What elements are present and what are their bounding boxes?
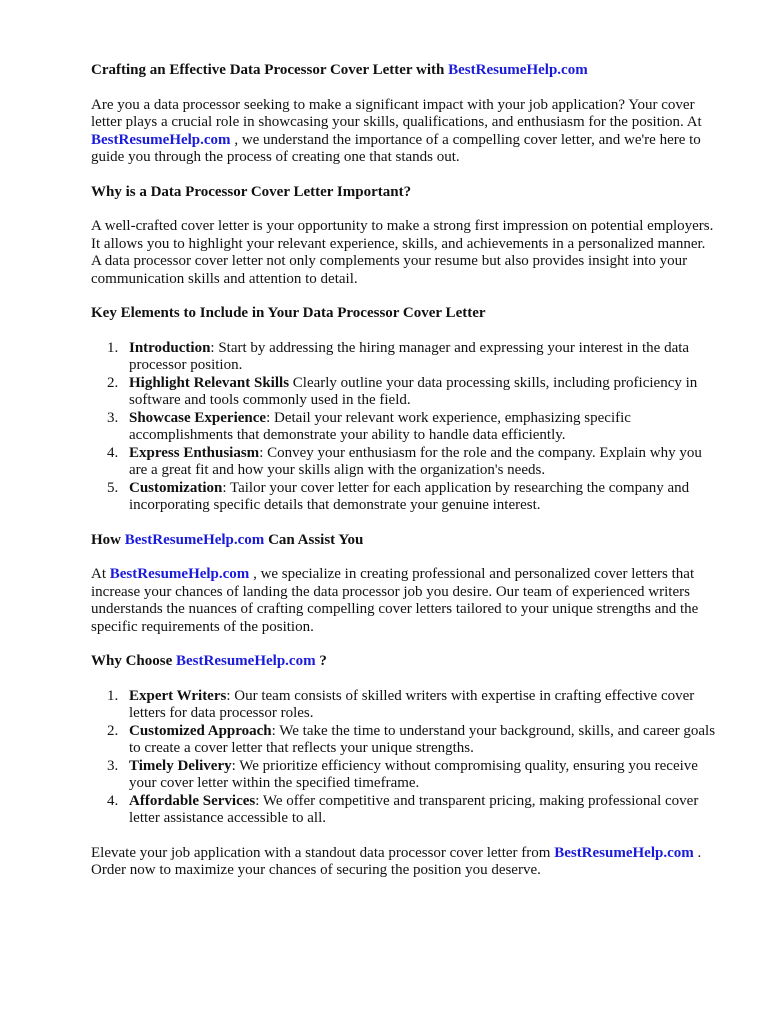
elements-heading: Key Elements to Include in Your Data Processor Cover Letter — [91, 305, 486, 321]
assist-text-rest: , we specialize in creating professional and personalized cover letters that increase your chances of landing the data processor job you desire. Our team of experienced writers understands the nuances of crafting compelling cover letters tailored to your unique strengths and the specific requirements of the position. — [91, 566, 699, 635]
choose-heading-prefix: Why Choose — [91, 653, 177, 669]
list-term: Introduction — [129, 339, 211, 356]
list-number: 3. — [107, 409, 119, 426]
list-number: 1. — [107, 687, 119, 704]
list-separator: : — [222, 479, 227, 496]
intro-text-2: , we understand the importance of a compelling cover letter, and we're here to guide you through the process of creating one that stands out. — [91, 131, 701, 165]
elements-list — [91, 340, 718, 515]
assist-heading-suffix: Can Assist You — [264, 531, 364, 548]
closing-text-2: . Order now to maximize your chances of securing the position you deserve. — [91, 844, 702, 878]
list-text: Start by addressing the hiring manager and expressing your interest in the data processor position. — [129, 339, 690, 373]
list-item — [91, 793, 718, 828]
choose-list — [91, 688, 718, 828]
list-term: Expert Writers — [129, 687, 227, 704]
list-text: Clearly outline your data processing skills, including proficiency in software and tools commonly used in the field. — [129, 374, 698, 408]
choose-heading — [91, 653, 718, 671]
list-text: We prioritize efficiency without compromising quality, ensuring you receive your cover letter within the specified timeframe. — [129, 757, 698, 791]
list-term: Showcase Experience — [129, 409, 267, 426]
importance-heading: Why is a Data Processor Cover Letter Important? — [91, 183, 412, 200]
assist-text-prefix: At — [91, 566, 110, 582]
title-prefix: Crafting an Effective Data Processor Cover Letter with — [91, 62, 449, 78]
closing-paragraph — [91, 845, 718, 880]
list-item — [91, 410, 718, 445]
list-separator: : — [226, 687, 231, 704]
list-term: Customization — [129, 479, 223, 496]
intro-paragraph — [91, 97, 718, 167]
list-item — [91, 375, 718, 410]
list-text: We take the time to understand your background, skills, and career goals to create a cover letter that reflects your unique strengths. — [129, 722, 716, 756]
intro-link[interactable]: BestResumeHelp.com — [91, 131, 231, 148]
choose-heading-suffix: ? — [315, 653, 327, 669]
list-number: 2. — [107, 374, 119, 391]
assist-paragraph — [91, 566, 718, 636]
list-number: 1. — [107, 339, 119, 356]
list-text: Tailor your cover letter for each application by researching the company and incorporating specific details that demonstrate your genuine interest. — [129, 479, 690, 513]
list-item — [91, 340, 718, 375]
assist-body-link[interactable]: BestResumeHelp.com — [109, 566, 250, 582]
list-separator: : — [255, 792, 260, 809]
importance-paragraph: A well-crafted cover letter is your opportunity to make a strong first impression on potential employers. It allows you to highlight your relevant experience, skills, and achievements in a personalized manner. A data processor cover letter not only complements your resume but also provides insight into your communication skills and attention to detail. — [91, 218, 714, 287]
closing-text-1: Elevate your job application with a standout data processor cover letter from — [91, 844, 555, 861]
list-term: Customized Approach — [129, 722, 272, 739]
list-term: Highlight Relevant Skills — [129, 374, 290, 391]
list-separator: : — [259, 444, 264, 461]
assist-heading — [91, 532, 718, 550]
list-item — [91, 480, 718, 515]
document-title — [91, 62, 718, 80]
list-text: Convey your enthusiasm for the role and the company. Explain why you are a great fit and how your skills align with the organization's needs. — [129, 444, 702, 478]
closing-link[interactable]: BestResumeHelp.com — [554, 844, 694, 861]
list-separator: : — [210, 339, 215, 356]
assist-heading-prefix: How — [91, 531, 125, 548]
list-separator: : — [231, 757, 236, 774]
list-separator: : — [271, 722, 276, 739]
list-item — [91, 758, 718, 793]
list-item — [91, 445, 718, 480]
list-item — [91, 723, 718, 758]
list-text: Detail your relevant work experience, emphasizing specific accomplishments that demonstrate your ability to handle data efficiently. — [129, 409, 631, 443]
list-term: Affordable Services — [129, 792, 256, 809]
choose-heading-link[interactable]: BestResumeHelp.com — [176, 653, 316, 669]
list-number: 4. — [107, 792, 119, 809]
list-separator: : — [266, 409, 271, 426]
list-item — [91, 688, 718, 723]
list-text: Our team consists of skilled writers with expertise in crafting effective cover letters for data processor roles. — [129, 687, 695, 721]
intro-text-1: Are you a data processor seeking to make a significant impact with your job application? Your cover letter plays a crucial role in showcasing your skills, qualifications, and enthusiasm for the position. At — [91, 96, 702, 130]
list-term: Express Enthusiasm — [129, 444, 260, 461]
list-number: 2. — [107, 722, 119, 739]
list-number: 5. — [107, 479, 119, 496]
assist-heading-link[interactable]: BestResumeHelp.com — [124, 531, 265, 548]
list-number: 4. — [107, 444, 119, 461]
title-link[interactable]: BestResumeHelp.com — [448, 62, 588, 78]
list-number: 3. — [107, 757, 119, 774]
list-term: Timely Delivery — [129, 757, 232, 774]
list-text: We offer competitive and transparent pricing, making professional cover letter assistance accessible to all. — [129, 792, 699, 826]
